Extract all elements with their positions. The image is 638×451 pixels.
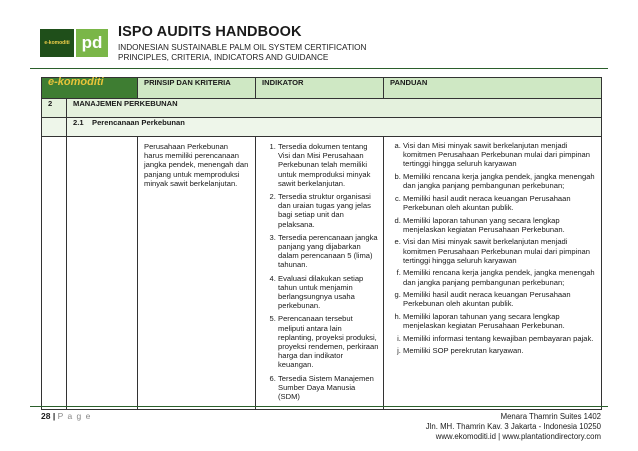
indikator-cell bbox=[256, 137, 384, 410]
document-title: ISPO AUDITS HANDBOOK bbox=[118, 24, 302, 40]
header-divider bbox=[30, 68, 608, 69]
page-number-value: 28 bbox=[41, 411, 51, 421]
section-row bbox=[42, 99, 602, 118]
prinsip-text: Perusahaan Perkebunan harus memiliki perencanaan jangka pendek, menengah dan panjang untuk memproduksi minyak sawit berkelanjutan. bbox=[138, 137, 256, 410]
panduan-item: j. Memiliki SOP perekrutan karyawan. bbox=[403, 346, 597, 355]
panduan-list bbox=[384, 137, 601, 361]
subsection-number: 2.1 bbox=[73, 118, 84, 127]
brand-logo: e-komoditi bbox=[48, 76, 104, 88]
document-subtitle-2: PRINCIPLES, CRITERIA, INDICATORS AND GUIDANCE bbox=[118, 53, 329, 62]
empty-cell bbox=[42, 137, 67, 410]
content-row bbox=[42, 137, 602, 410]
criteria-table bbox=[41, 77, 602, 410]
panduan-item: g. Memiliki hasil audit neraca keuangan Perusahaan Perkebunan oleh akuntan publik. bbox=[403, 290, 597, 308]
panduan-item: a. Visi dan Misi minyak sawit berkelanjutan menjadi komitmen Perusahaan Perkebunan mulai dari pimpinan tertinggi hingga seluruh karyawan bbox=[403, 141, 597, 169]
empty-cell bbox=[67, 137, 138, 410]
panduan-item: c. Memiliki hasil audit neraca keuangan Perusahaan Perkebunan oleh akuntan publik. bbox=[403, 194, 597, 212]
subsection-title: Perencanaan Perkebunan bbox=[92, 118, 185, 127]
brand-cell bbox=[42, 78, 138, 99]
panduan-item: b. Memiliki rencana kerja jangka pendek, jangka menengah dan jangka panjang pembangunan perkebunan; bbox=[403, 172, 597, 190]
section-title: MANAJEMEN PERKEBUNAN bbox=[67, 99, 602, 118]
panduan-item: h. Memiliki laporan tahunan yang secara lengkap menjelaskan kegiatan Perusahaan Perkebunan. bbox=[403, 312, 597, 330]
table-header-row bbox=[42, 78, 602, 99]
ekomoditi-logo: e-komoditi bbox=[40, 29, 74, 57]
footer-address bbox=[426, 412, 601, 443]
document-subtitle: INDONESIAN SUSTAINABLE PALM OIL SYSTEM CERTIFICATION bbox=[118, 43, 367, 52]
page-label: P a g e bbox=[57, 411, 92, 421]
address-line: Jln. MH. Thamrin Kav. 3 Jakarta - Indonesia 10250 bbox=[425, 422, 601, 432]
footer-divider bbox=[30, 406, 608, 407]
indikator-item: 3. Tersedia perencanaan jangka panjang yang dijabarkan dalam perencanaan 5 (lima) tahunan. bbox=[278, 233, 379, 270]
panduan-item: f. Memiliki rencana kerja jangka pendek, jangka menengah dan jangka panjang pembangunan perkebunan; bbox=[403, 268, 597, 286]
indikator-item: 5. Perencanaan tersebut meliputi antara lain replanting, proyeksi produksi, proyeksi rendemen, perkiraan harga dan indikator keuangan. bbox=[278, 314, 379, 369]
panduan-item: i. Memiliki informasi tentang kewajiban pembayaran pajak. bbox=[403, 334, 597, 343]
subsection-row bbox=[42, 118, 602, 137]
col-header-indikator: INDIKATOR bbox=[256, 78, 384, 99]
page-number bbox=[41, 411, 91, 421]
page-header bbox=[0, 0, 638, 68]
indikator-item: 1. Tersedia dokumen tentang Visi dan Misi Perusahaan Perkebunan telah memiliki untuk memproduksi minyak sawit berkelanjutan. bbox=[278, 142, 379, 188]
page-separator: | bbox=[50, 411, 58, 421]
section-number: 2 bbox=[42, 99, 67, 118]
indikator-item: 4. Evaluasi dilakukan setiap tahun untuk menjamin berlangsungnya usaha perkebunan. bbox=[278, 274, 379, 311]
indikator-list bbox=[256, 137, 383, 409]
col-header-panduan: PANDUAN bbox=[384, 78, 602, 99]
subsection-title-cell bbox=[67, 118, 602, 137]
pd-logo: pd bbox=[76, 29, 108, 57]
indikator-item: 6. Tersedia Sistem Manajemen Sumber Daya Manusia (SDM) bbox=[278, 374, 379, 402]
panduan-cell bbox=[384, 137, 602, 410]
col-header-prinsip: PRINSIP DAN KRITERIA bbox=[138, 78, 256, 99]
panduan-item: e. Visi dan Misi minyak sawit berkelanjutan menjadi komitmen Perusahaan Perkebunan mulai dari pimpinan tertinggi hingga seluruh karyawan bbox=[403, 237, 597, 265]
indikator-item: 2. Tersedia struktur organisasi dan uraian tugas yang jelas bagi setiap unit dan pelaksana. bbox=[278, 192, 379, 229]
address-line: www.ekomoditi.id | www.plantationdirectory.com bbox=[435, 432, 601, 442]
panduan-item: d. Memiliki laporan tahunan yang secara lengkap menjelaskan kegiatan Perusahaan Perkebunan. bbox=[403, 216, 597, 234]
subsection-spacer bbox=[42, 118, 67, 137]
address-line: Menara Thamrin Suites 1402 bbox=[500, 412, 601, 421]
